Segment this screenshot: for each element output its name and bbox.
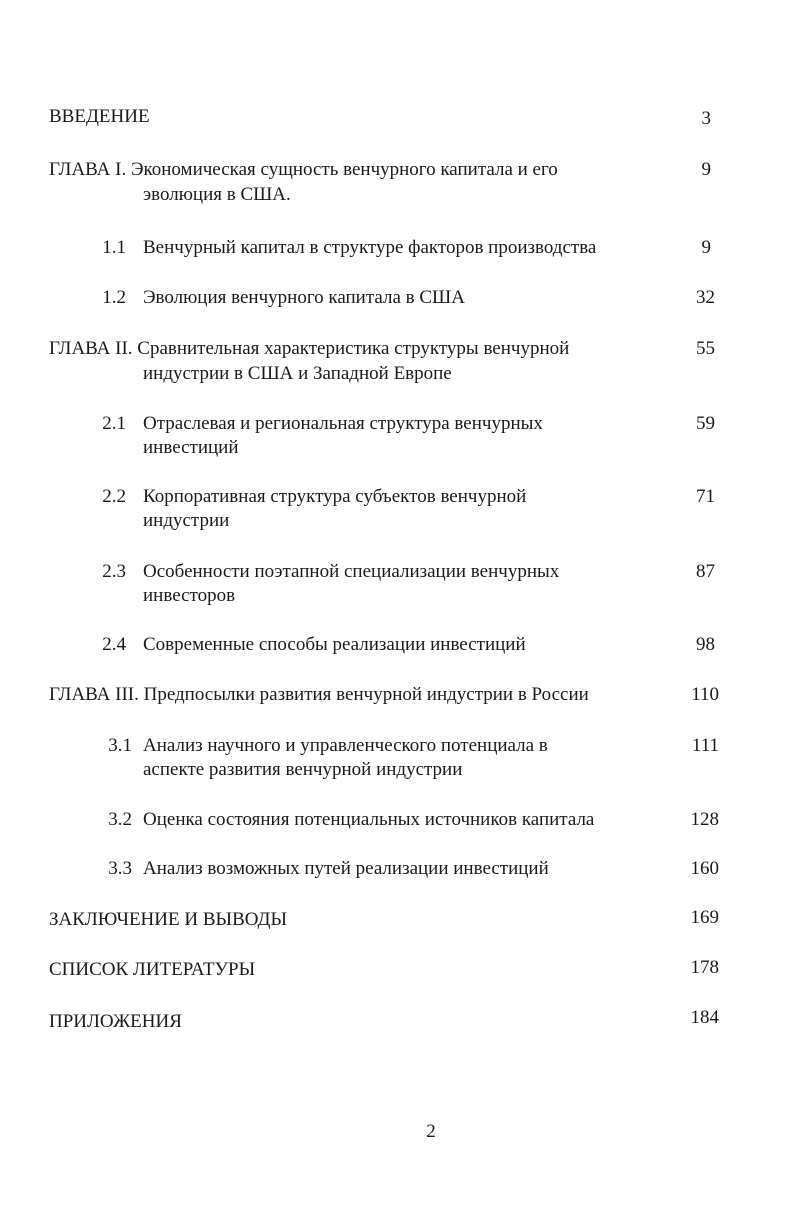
toc-ch3-s3-title: Анализ возможных путей реализации инвестиций: [143, 858, 549, 879]
toc-ch3-s1-page: 111: [691, 735, 719, 756]
toc-conclusion-page: 169: [690, 907, 719, 928]
toc-ch3-s2-number: 3.2: [108, 809, 132, 830]
toc-ch2-s4-page: 98: [696, 634, 715, 655]
toc-ch2-s2-title-line2: индустрии: [143, 510, 230, 531]
page-number: 2: [426, 1121, 436, 1142]
toc-ch3-s2-title: Оценка состояния потенциальных источников капитала: [143, 809, 595, 830]
toc-appendix-title: ПРИЛОЖЕНИЯ: [49, 1011, 182, 1032]
toc-ch2-s1-page: 59: [696, 413, 715, 434]
toc-ch3-s1-number: 3.1: [108, 735, 132, 756]
toc-ch2-s4-number: 2.4: [102, 634, 126, 655]
toc-ch2-s3-page: 87: [696, 561, 715, 582]
toc-ch1-page: 9: [701, 159, 711, 180]
toc-ch1-s1-page: 9: [701, 237, 711, 258]
toc-references-title: СПИСОК ЛИТЕРАТУРЫ: [49, 959, 256, 980]
toc-ch2-title-line2: индустрии в США и Западной Европе: [143, 363, 452, 384]
toc-ch2-s1-title-line1: Отраслевая и региональная структура венчурных: [143, 413, 543, 434]
toc-ch2-s2-page: 71: [696, 486, 715, 507]
toc-conclusion-title: ЗАКЛЮЧЕНИЕ И ВЫВОДЫ: [49, 909, 288, 930]
toc-ch1-s2-page: 32: [696, 287, 715, 308]
toc-references-page: 178: [690, 957, 719, 978]
toc-ch2-s4-title: Современные способы реализации инвестиций: [143, 634, 526, 655]
toc-appendix-page: 184: [690, 1007, 719, 1028]
toc-ch2-s2-number: 2.2: [102, 486, 126, 507]
toc-ch2-s1-number: 2.1: [102, 413, 126, 434]
toc-ch3-page: 110: [691, 684, 719, 705]
toc-ch3-s1-title-line1: Анализ научного и управленческого потенциала в: [143, 735, 548, 756]
toc-ch2-page: 55: [696, 338, 715, 359]
toc-ch2-s3-title-line2: инвесторов: [143, 585, 236, 606]
toc-ch3-s2-page: 128: [690, 809, 719, 830]
toc-ch1-s1-title: Венчурный капитал в структуре факторов производства: [143, 237, 597, 258]
toc-ch1-s1-number: 1.1: [102, 237, 126, 258]
toc-ch1-s2-number: 1.2: [102, 287, 126, 308]
toc-ch2-s3-title-line1: Особенности поэтапной специализации венчурных: [143, 561, 560, 582]
toc-ch3-s3-number: 3.3: [108, 858, 132, 879]
toc-intro-page: 3: [701, 108, 711, 129]
toc-ch2-s3-number: 2.3: [102, 561, 126, 582]
toc-ch1-title-line2: эволюция в США.: [143, 184, 291, 205]
toc-ch2-s1-title-line2: инвестиций: [143, 437, 239, 458]
toc-intro-title: ВВЕДЕНИЕ: [49, 106, 150, 127]
toc-ch3-title: ГЛАВА III. Предпосылки развития венчурной индустрии в России: [49, 684, 589, 705]
toc-ch2-title-line1: ГЛАВА II. Сравнительная характеристика структуры венчурной: [49, 338, 570, 359]
toc-ch3-s3-page: 160: [690, 858, 719, 879]
toc-ch2-s2-title-line1: Корпоративная структура субъектов венчурной: [143, 486, 527, 507]
toc-ch1-s2-title: Эволюция венчурного капитала в США: [143, 287, 465, 308]
toc-ch3-s1-title-line2: аспекте развития венчурной индустрии: [143, 759, 463, 780]
toc-ch1-title-line1: ГЛАВА I. Экономическая сущность венчурного капитала и его: [49, 159, 558, 180]
